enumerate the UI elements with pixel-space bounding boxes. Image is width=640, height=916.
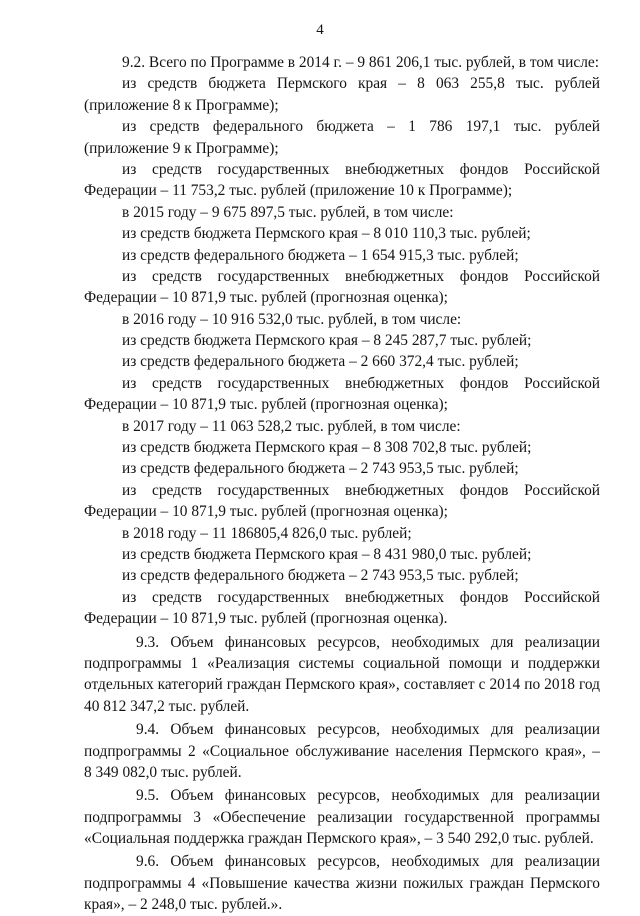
page-number: 4 [316, 22, 324, 38]
text-line: 9.5. Объем финансовых ресурсов, необходимых для реализации [136, 787, 600, 805]
text-line: 8 349 082,0 тыс. рублей. [84, 763, 242, 781]
text-line: 9.4. Объем финансовых ресурсов, необходимых для реализации [136, 721, 600, 739]
text-line: из средств государственных внебюджетных фондов Российской [122, 481, 600, 499]
text-line: из средств федерального бюджета – 1 654 915,3 тыс. рублей; [122, 246, 519, 264]
text-line: Федерации – 10 871,9 тыс. рублей (прогнозная оценка). [84, 610, 448, 628]
text-line: из средств федерального бюджета – 2 743 953,5 тыс. рублей; [122, 567, 519, 585]
text-line: подпрограммы 4 «Повышение качества жизни пожилых граждан Пермского [84, 874, 600, 892]
text-line: Федерации – 10 871,9 тыс. рублей (прогнозная оценка); [84, 289, 448, 307]
text-line: края», – 2 248,0 тыс. рублей.». [84, 896, 283, 914]
text-line: (приложение 8 к Программе); [84, 96, 279, 114]
text-line: в 2018 году – 11 186805,4 826,0 тыс. рублей; [122, 524, 412, 542]
text-line: в 2017 году – 11 063 528,2 тыс. рублей, в том числе: [122, 417, 461, 435]
text-line: Федерации – 11 753,2 тыс. рублей (приложение 10 к Программе); [84, 182, 513, 200]
text-line: отдельных категорий граждан Пермского края», составляет с 2014 по 2018 год [84, 676, 600, 694]
text-line: 40 812 347,2 тыс. рублей. [84, 697, 250, 715]
text-line: в 2016 году – 10 916 532,0 тыс. рублей, в том числе: [122, 310, 462, 328]
text-line: в 2015 году – 9 675 897,5 тыс. рублей, в том числе: [122, 203, 454, 221]
text-line: Федерации – 10 871,9 тыс. рублей (прогнозная оценка); [84, 396, 448, 414]
text-line: из средств государственных внебюджетных фондов Российской [122, 160, 600, 178]
text-line: из средств федерального бюджета – 2 660 372,4 тыс. рублей; [122, 353, 519, 371]
text-line: из средств государственных внебюджетных фондов Российской [122, 267, 600, 285]
text-line: из средств бюджета Пермского края – 8 245 287,7 тыс. рублей; [122, 332, 532, 350]
text-line: Федерации – 10 871,9 тыс. рублей (прогнозная оценка); [84, 503, 448, 521]
text-line: из средств бюджета Пермского края – 8 063 255,8 тыс. рублей [122, 75, 600, 93]
text-line: подпрограммы 3 «Обеспечение реализации государственной программы [84, 808, 600, 826]
document-body [84, 52, 600, 916]
text-line: из средств федерального бюджета – 2 743 953,5 тыс. рублей; [122, 460, 519, 478]
text-line: подпрограммы 2 «Социальное обслуживание населения Пермского края», – [84, 742, 600, 760]
text-line: из средств федерального бюджета – 1 786 197,1 тыс. рублей [122, 118, 600, 136]
text-line: (приложение 9 к Программе); [84, 139, 279, 157]
text-line: подпрограммы 1 «Реализация системы социальной помощи и поддержки [84, 654, 600, 672]
text-line: 9.3. Объем финансовых ресурсов, необходимых для реализации [136, 633, 600, 651]
text-line: из средств государственных внебюджетных фондов Российской [122, 374, 600, 392]
text-line: из средств бюджета Пермского края – 8 431 980,0 тыс. рублей; [122, 545, 532, 563]
text-line: 9.6. Объем финансовых ресурсов, необходимых для реализации [136, 853, 600, 871]
text-line: 9.2. Всего по Программе в 2014 г. – 9 861 206,1 тыс. рублей, в том числе: [122, 54, 600, 71]
text-line: «Социальная поддержка граждан Пермского края», – 3 540 292,0 тыс. рублей. [84, 830, 594, 848]
text-line: из средств бюджета Пермского края – 8 010 110,3 тыс. рублей; [122, 225, 531, 243]
text-line: из средств государственных внебюджетных фондов Российской [122, 588, 600, 606]
text-line: из средств бюджета Пермского края – 8 308 702,8 тыс. рублей; [122, 439, 532, 457]
